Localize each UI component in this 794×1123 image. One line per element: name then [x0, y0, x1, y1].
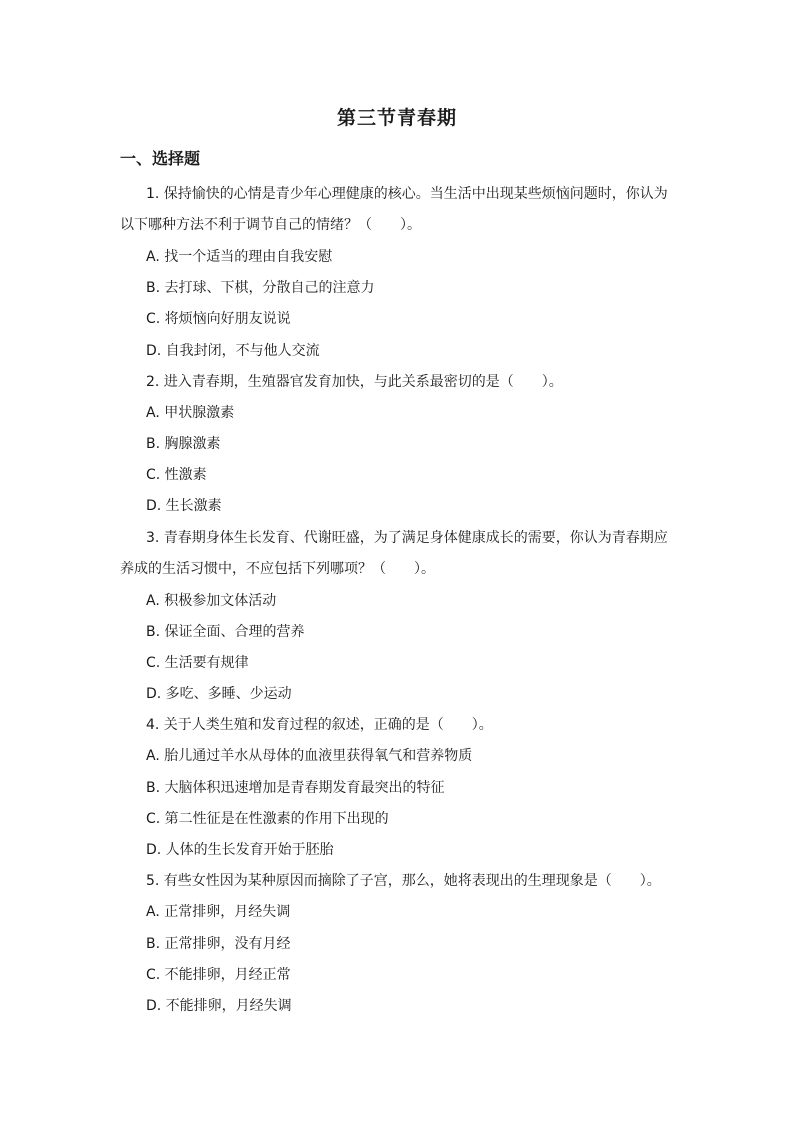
- question-4-option-a: A. 胎儿通过羊水从母体的血液里获得氧气和营养物质: [146, 748, 473, 764]
- question-1-stem-line-1: 1. 保持愉快的心情是青少年心理健康的核心。当生活中出现某些烦恼问题时，你认为: [146, 186, 668, 202]
- question-3-option-b: B. 保证全面、合理的营养: [146, 624, 305, 640]
- question-5-stem-line-1: 5. 有些女性因为某种原因而摘除了子宫，那么，她将表现出的生理现象是（ ）。: [146, 873, 661, 889]
- question-2-option-a: A. 甲状腺激素: [146, 405, 235, 421]
- question-3-option-d: D. 多吃、多睡、少运动: [146, 686, 292, 702]
- question-4-option-b: B. 大脑体积迅速增加是青春期发育最突出的特征: [146, 780, 445, 796]
- question-1-option-b: B. 去打球、下棋，分散自己的注意力: [146, 280, 375, 296]
- question-2-option-b: B. 胸腺激素: [146, 436, 221, 452]
- question-1-option-a: A. 找一个适当的理由自我安慰: [146, 249, 333, 265]
- question-2-option-d: D. 生长激素: [146, 498, 222, 514]
- question-1-option-d: D. 自我封闭，不与他人交流: [146, 343, 320, 359]
- question-5-option-d: D. 不能排卵，月经失调: [146, 998, 292, 1014]
- question-1-stem-line-2: 以下哪种方法不利于调节自己的情绪？（ ）。: [120, 217, 421, 233]
- question-5-option-a: A. 正常排卵，月经失调: [146, 904, 291, 920]
- page-title: 第三节青春期: [336, 107, 457, 129]
- question-4-option-d: D. 人体的生长发育开始于胚胎: [146, 842, 334, 858]
- question-4-option-c: C. 第二性征是在性激素的作用下出现的: [146, 811, 389, 827]
- question-2-stem-line-1: 2. 进入青春期，生殖器官发育加快，与此关系最密切的是（ ）。: [146, 374, 563, 390]
- question-4-stem-line-1: 4. 关于人类生殖和发育过程的叙述，正确的是（ ）。: [146, 717, 493, 733]
- question-2-option-c: C. 性激素: [146, 467, 207, 483]
- section-heading: 一、选择题: [120, 149, 201, 168]
- question-5-option-b: B. 正常排卵，没有月经: [146, 936, 291, 952]
- question-3-stem-line-2: 养成的生活习惯中，不应包括下列哪项？（ ）。: [120, 561, 435, 577]
- question-5-option-c: C. 不能排卵，月经正常: [146, 967, 291, 983]
- question-3-stem-line-1: 3. 青春期身体生长发育、代谢旺盛，为了满足身体健康成长的需要，你认为青春期应: [146, 530, 668, 546]
- question-3-option-c: C. 生活要有规律: [146, 655, 249, 671]
- question-3-option-a: A. 积极参加文体活动: [146, 593, 277, 609]
- question-1-option-c: C. 将烦恼向好朋友说说: [146, 311, 291, 327]
